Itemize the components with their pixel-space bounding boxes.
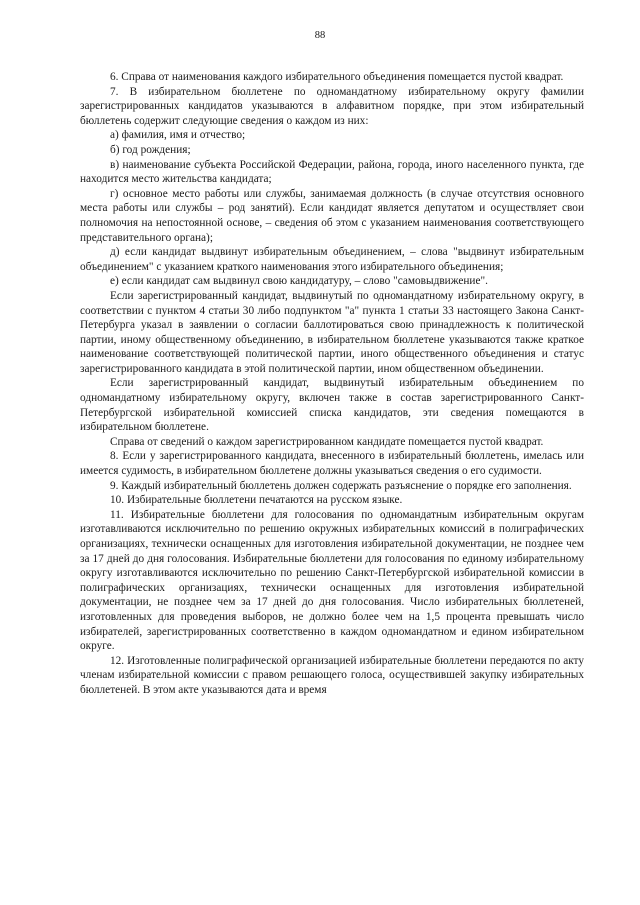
list-item-a: а) фамилия, имя и отчество; — [110, 129, 246, 142]
list-item-e: е) если кандидат сам выдвинул свою кандидатуру, – слово "самовыдвижение". — [110, 275, 488, 288]
paragraph-11: 11. Избирательные бюллетени для голосования по одномандатным избирательным округам изготавливаются исключительно по решению окружных избирательных комиссий в полиграфических организациях, технически оснащенных для изготовления избирательной документации, не позднее чем за 17 дней до дня голосования. Избирательные бюллетени для голосования по единому избирательному округу изготавливаются исключительно по решению Санкт-Петербургской избирательной комиссии в полиграфических организациях, технически оснащенных для изготовления избирательной документации, не позднее чем за 17 дней до дня голосования. Число избирательных бюллетеней, изготовленных для проведения выборов, не должно более чем на 1,5 процента превышать число избирателей, зарегистрированных соответственно в каждом одномандатном и едином избирательном округе. — [80, 508, 584, 653]
list-item-d: д) если кандидат выдвинут избирательным объединением, – слова "выдвинут избирательным объединением" с указанием краткого наименования этого избирательного объединения; — [80, 246, 584, 273]
page-number: 88 — [314, 30, 326, 41]
list-item-g: г) основное место работы или службы, занимаемая должность (в случае отсутствия основного места работы или службы – род занятий). Если кандидат является депутатом и осуществляет свои полномочия на непостоянной основе, – сведения об этом с указанием наименования соответствующего представительного органа); — [80, 187, 584, 244]
list-item-v: в) наименование субъекта Российской Федерации, района, города, иного населенного пункта, где находится место жительства кандидата; — [80, 158, 584, 186]
paragraph-empty-square: Справа от сведений о каждом зарегистрированном кандидате помещается пустой квадрат. — [110, 435, 544, 448]
paragraph-8: 8. Если у зарегистрированного кандидата, внесенного в избирательный бюллетень, имелась или имеется судимость, в избирательном бюллетене должны указываться сведения о его судимости. — [80, 450, 584, 478]
paragraph-7: 7. В избирательном бюллетене по одномандатному избирательному округу фамилии зарегистрированных кандидатов указываются в алфавитном порядке, при этом избирательный бюллетень содержит следующие сведения о каждом из них: — [80, 85, 584, 127]
paragraph-list-inclusion: Если зарегистрированный кандидат, выдвинутый избирательным объединением по одномандатному избирательному округу, включен также в состав зарегистрированного Санкт-Петербургской избирательной комиссией списка кандидатов, эти сведения помещаются в избирательном бюллетене. — [80, 377, 584, 434]
paragraph-10: 10. Избирательные бюллетени печатаются на русском языке. — [110, 494, 403, 507]
paragraph-9: 9. Каждый избирательный бюллетень должен содержать разъяснение о порядке его заполнения. — [110, 479, 572, 492]
paragraph-party-affiliation: Если зарегистрированный кандидат, выдвинутый по одномандатному избирательному округу, в соответствии с пунктом 4 статьи 30 либо подпунктом "а" пункта 1 статьи 33 настоящего Закона Санкт-Петербурга указал в заявлении о согласии баллотироваться свою принадлежность к политической партии, иному общественному объединению, в избирательном бюллетене указываются также краткое наименование соответствующей политической партии, иного общественного объединения и статус зарегистрированного кандидата в этой политической партии, ином общественном объединении. — [80, 289, 584, 375]
list-item-b: б) год рождения; — [110, 143, 191, 156]
paragraph-6: 6. Справа от наименования каждого избирательного объединения помещается пустой квадрат. — [110, 71, 564, 83]
document-body — [80, 70, 584, 698]
paragraph-12: 12. Изготовленные полиграфической организацией избирательные бюллетени передаются по акту членам избирательной комиссии с правом решающего голоса, осуществившей закупку избирательных бюллетеней. В этом акте указываются дата и время — [80, 654, 584, 696]
